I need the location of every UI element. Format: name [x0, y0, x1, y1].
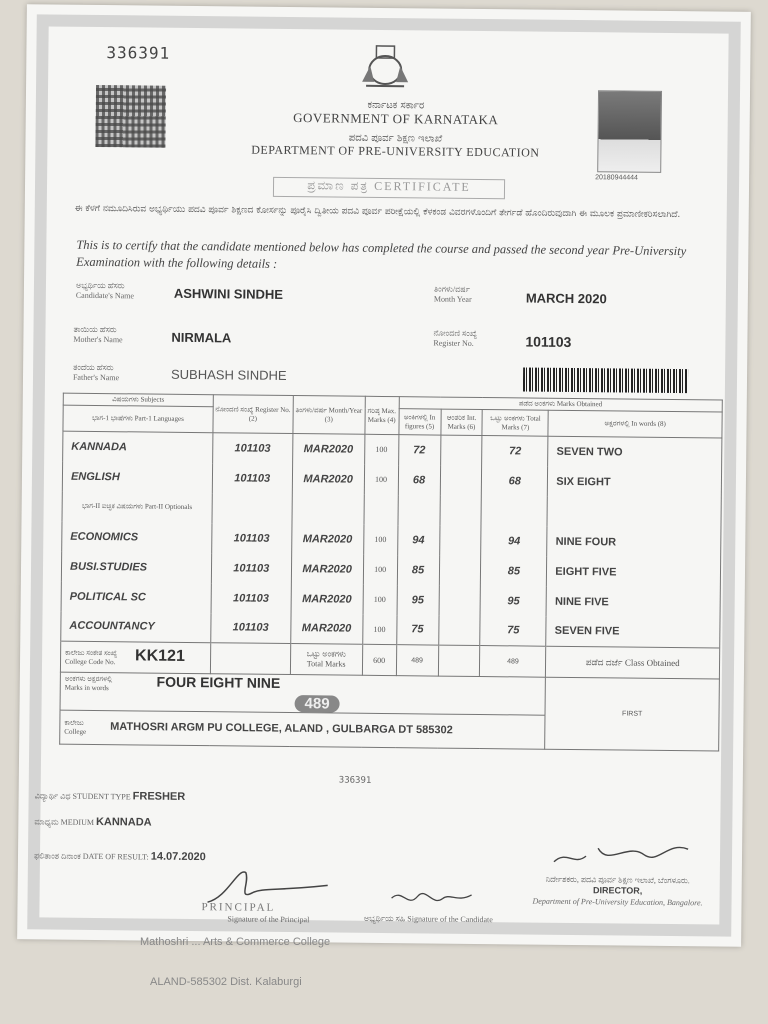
register-cell: 101103 — [212, 433, 292, 464]
result-date-row: ಫಲಿತಾಂಶ ದಿನಾಂಕ DATE OF RESULT: 14.07.2020 — [33, 850, 206, 864]
dept-title: DEPARTMENT OF PRE-UNIVERSITY EDUCATION — [251, 142, 540, 160]
words-cell: EIGHT FIVE — [547, 556, 721, 588]
college-name: MATHOSRI ARGM PU COLLEGE, ALAND , GULBARGA DT 585302 — [110, 720, 453, 737]
director-signature-icon — [548, 836, 698, 878]
month-cell: MAR2020 — [290, 614, 362, 645]
director-block: ನಿರ್ದೇಶಕರು, ಪದವಿ ಪೂರ್ವ ಶಿಕ್ಷಣ ಇಲಾಖೆ, ಬೆಂಗಳೂರು. DIRECTOR, Department of Pre-University Education, Bangalore. — [532, 874, 703, 908]
college-stamp-text: Mathoshri ... Arts & Commerce College — [140, 936, 331, 948]
register-cell: 101103 — [211, 583, 291, 614]
total-cell: 75 — [480, 616, 546, 647]
qr-code-icon — [95, 85, 166, 148]
photo-id: 20180944444 — [595, 174, 638, 182]
gov-title: GOVERNMENT OF KARNATAKA — [293, 110, 499, 128]
total-cell: 68 — [482, 466, 548, 497]
internal-cell — [440, 435, 482, 465]
words-cell: SIX EIGHT — [548, 466, 722, 498]
max-marks-cell: 100 — [363, 584, 397, 614]
total-cell: 72 — [482, 436, 548, 467]
register-cell: 101103 — [212, 523, 292, 554]
subject-cell: ENGLISH — [62, 461, 212, 493]
father-name: SUBHASH SINDHE — [170, 366, 287, 383]
subject-cell: POLITICAL SC — [61, 581, 211, 613]
candidate-caption: ಅಭ್ಯರ್ಥಿಯ ಸಹಿ Signature of the Candidate — [363, 913, 493, 925]
principal-caption: Signature of the Principal — [227, 914, 310, 925]
words-cell: SEVEN FIVE — [546, 616, 720, 648]
serial-copy: 336391 — [338, 775, 372, 786]
internal-cell — [439, 585, 481, 615]
college-stamp-address: ALAND-585302 Dist. Kalaburgi — [150, 976, 302, 988]
result-date: 14.07.2020 — [150, 850, 206, 864]
total-cell: 94 — [481, 526, 547, 557]
student-type-row: ವಿದ್ಯಾರ್ಥಿ ವಿಧ STUDENT TYPE FRESHER — [34, 790, 186, 803]
register-cell: 101103 — [211, 553, 291, 584]
words-cell: NINE FIVE — [546, 586, 720, 618]
total-cell: 95 — [480, 586, 546, 617]
max-marks-cell: 100 — [362, 614, 396, 644]
words-cell: SEVEN TWO — [548, 436, 722, 468]
student-type: FRESHER — [132, 790, 186, 803]
candidate-name: ASHWINI SINDHE — [173, 285, 284, 302]
subject-cell: ECONOMICS — [62, 521, 212, 553]
max-marks-cell: 100 — [364, 464, 398, 494]
father-label: ತಂದೆಯ ಹೆಸರು Father's Name — [72, 362, 120, 383]
month-header: ತಿಂಗಳು/ವರ್ಷ Month/Year (3) — [293, 396, 365, 435]
figures-cell: 75 — [396, 615, 438, 645]
month-cell: MAR2020 — [292, 434, 364, 465]
month-cell: MAR2020 — [291, 584, 363, 615]
gov-title-kn: ಕರ್ನಾಟಕ ಸರ್ಕಾರ — [367, 99, 425, 112]
register-cell: 101103 — [212, 463, 292, 494]
medium: KANNADA — [95, 816, 152, 829]
figures-cell: 85 — [397, 555, 439, 585]
figures-cell: 95 — [397, 585, 439, 615]
register-header: ನೋಂದಣಿ ಸಂಖ್ಯೆ Register No. (2) — [213, 395, 293, 434]
month-cell: MAR2020 — [291, 524, 363, 555]
college-code-cell: ಕಾಲೇಜು ಸಂಕೇತ ಸಂಖ್ಯೆ College Code No. KK121 — [60, 641, 210, 674]
college-code: KK121 — [135, 647, 185, 665]
intro-text: This is to certify that the candidate mentioned below has completed the course and passed the second year Pre-University Examination with the following details : — [76, 237, 687, 271]
state-emblem-icon — [356, 42, 414, 91]
register-cell: 101103 — [211, 613, 291, 644]
dept-title-kn: ಪದವಿ ಪೂರ್ವ ಶಿಕ್ಷಣ ಇಲಾಖೆ — [348, 132, 443, 145]
class-obtained: FIRST — [545, 677, 719, 751]
medium-row: ಮಾಧ್ಯಮ MEDIUM KANNADA — [34, 816, 152, 829]
total-header: ಒಟ್ಟು ಅಂಕಗಳು Total Marks (7) — [482, 410, 548, 437]
mother-label: ತಾಯಿಯ ಹೆಸರು Mother's Name — [73, 324, 123, 345]
subject-cell: KANNADA — [63, 431, 213, 463]
subject-header: ವಿಷಯಗಳು Subjects — [63, 393, 213, 407]
candidate-photo — [597, 90, 662, 173]
class-obtained-label: ಪಡೆದ ದರ್ಜೆ Class Obtained — [546, 646, 720, 679]
subject-cell: BUSI.STUDIES — [61, 551, 211, 583]
header-block — [245, 99, 546, 161]
marks-table — [59, 393, 723, 752]
register-label: ನೋಂದಣಿ ಸಂಖ್ಯೆ Register No. — [433, 328, 478, 348]
intro-text-kn: ಈ ಕೆಳಗೆ ನಮೂದಿಸಿರುವ ಅಭ್ಯರ್ಥಿಯು ಪದವಿ ಪೂರ್ವ ಶಿಕ್ಷಣದ ಕೋರ್ಸನ್ನು ಪೂರೈಸಿ ದ್ವಿತೀಯ ಪದವಿ ಪೂರ್ವ ಪರೀಕ್ಷೆಯಲ್ಲಿ ಕೆಳಕಂಡ ವಿವರಗಳೊಂದಿಗೆ ತೇರ್ಗಡೆ ಹೊಂದಿರುವುದಾಗಿ ಈ ಮೂಲಕ ಪ್ರಮಾಣೀಕರಿಸಲಾಗಿದೆ. — [74, 203, 681, 221]
certificate-banner: ಪ್ರಮಾಣ ಪತ್ರ CERTIFICATE — [273, 177, 505, 199]
total-cell: 85 — [481, 556, 547, 587]
internal-header: ಆಂತರಿಕ Int. Marks (6) — [440, 409, 482, 435]
internal-cell — [439, 555, 481, 585]
obtained-header: ಪಡೆದ ಅಂಕಗಳು Marks Obtained — [399, 397, 723, 412]
internal-cell — [440, 465, 482, 495]
figures-cell: 72 — [398, 435, 440, 465]
candidate-signature-icon — [387, 878, 477, 913]
serial-number: 336391 — [106, 43, 171, 63]
month-year-label: ತಿಂಗಳು/ವರ್ಷ Month Year — [433, 284, 472, 304]
total-max: 600 — [362, 644, 396, 675]
figures-cell: 94 — [397, 525, 439, 555]
internal-cell — [438, 615, 480, 645]
principal-stamp: PRINCIPAL — [201, 901, 276, 914]
month-year: MARCH 2020 — [525, 290, 607, 307]
marks-in-words: FOUR EIGHT NINE — [156, 673, 281, 691]
month-cell: MAR2020 — [291, 554, 363, 585]
barcode-icon — [523, 367, 688, 393]
words-header: ಅಕ್ಷರಗಳಲ್ಲಿ In words (8) — [548, 410, 722, 438]
figures-cell: 68 — [398, 465, 440, 495]
name-label: ಅಭ್ಯರ್ಥಿಯ ಹೆಸರು Candidate's Name — [75, 280, 135, 301]
figures-header: ಅಂಕಿಗಳಲ್ಲಿ In figures (5) — [399, 409, 441, 435]
words-cell: NINE FOUR — [547, 526, 721, 558]
register-number: 101103 — [525, 333, 572, 350]
college-cell: ಕಾಲೇಜು College MATHOSRI ARGM PU COLLEGE, ALAND , GULBARGA DT 585302 — [60, 711, 546, 750]
internal-cell — [439, 525, 481, 555]
max-marks-cell: 100 — [363, 554, 397, 584]
certificate-sheet — [17, 4, 751, 947]
total-in-figures: 489 — [396, 645, 438, 676]
total-stamp: 489 — [295, 695, 340, 712]
subject-cell: ACCOUNTANCY — [61, 611, 211, 643]
total-marks-label: ಒಟ್ಟು ಅಂಕಗಳು Total Marks — [290, 644, 362, 676]
max-marks-cell: 100 — [364, 434, 398, 464]
part2-label: ಭಾಗ-II ಐಚ್ಛಿಕ ವಿಷಯಗಳು Part-II Optionals — [62, 491, 212, 523]
max-marks-cell: 100 — [363, 524, 397, 554]
max-header: ಗರಿಷ್ಠ Max. Marks (4) — [365, 396, 399, 434]
mother-name: NIRMALA — [171, 329, 232, 346]
month-cell: MAR2020 — [292, 464, 364, 495]
part1-header: ಭಾಗ-1 ಭಾಷೆಗಳು Part-1 Languages — [63, 405, 213, 433]
marks-in-words-cell: ಅಂಕಗಳು ಅಕ್ಷರಗಳಲ್ಲಿ Marks in words FOUR EIGHT NINE 489 — [60, 672, 546, 715]
total-marks: 489 — [480, 646, 546, 678]
